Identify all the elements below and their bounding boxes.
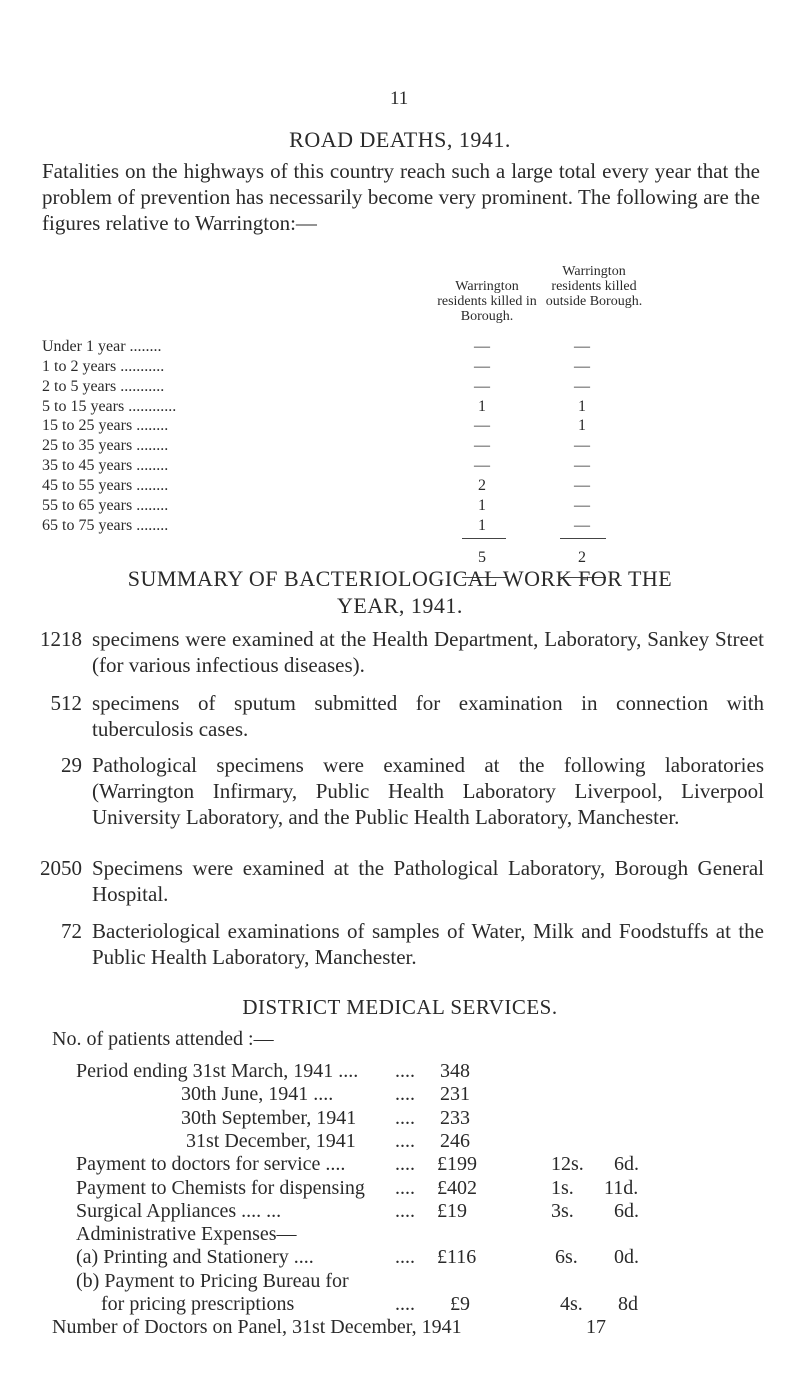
period-dots: .... xyxy=(395,1083,415,1105)
total-outside-borough: 2 xyxy=(578,549,586,566)
period-label: 30th September, 1941 xyxy=(181,1107,357,1129)
payment-pence: 6d. xyxy=(614,1200,639,1222)
period-value: 231 xyxy=(440,1083,470,1105)
printing-pounds: £116 xyxy=(437,1246,477,1268)
table-cell-in: — xyxy=(474,358,490,375)
doctors-value: 17 xyxy=(586,1316,606,1338)
period-dots: .... xyxy=(395,1107,415,1129)
bacteriology-heading-text: SUMMARY OF BACTERIOLOGICAL WORK FOR THE YEAR, 1941. xyxy=(127,566,673,618)
payment-label: Surgical Appliances .... ... xyxy=(76,1200,282,1222)
payment-dots: .... xyxy=(395,1200,415,1222)
intro-paragraph: Fatalities on the highways of this country reach such a large total every year that the problem of prevention has necessarily become very prominent. The following are the figures relative to Warrington:— xyxy=(42,159,760,235)
entry-text: Specimens were examined at the Pathological Laboratory, Borough General Hospital. xyxy=(92,856,764,906)
table-cell-out: — xyxy=(574,338,590,355)
table-row-label: 5 to 15 years ............ xyxy=(42,398,177,415)
period-value: 348 xyxy=(440,1060,470,1082)
total-rule-top xyxy=(462,538,506,539)
period-label: 30th June, 1941 .... xyxy=(181,1083,334,1105)
printing-pence: 0d. xyxy=(614,1246,639,1268)
entry-text: specimens were examined at the Health Department, Laboratory, Sankey Street (for various infectious diseases). xyxy=(92,627,764,677)
table-row-label: 65 to 75 years ........ xyxy=(42,517,169,534)
payment-shillings: 3s. xyxy=(551,1200,574,1222)
table-cell-out: 1 xyxy=(578,417,586,434)
table-cell-out: — xyxy=(574,477,590,494)
pricing-pence: 8d xyxy=(618,1293,638,1315)
road-deaths-heading: ROAD DEATHS, 1941. xyxy=(289,127,511,152)
admin-expenses-label: Administrative Expenses— xyxy=(76,1223,297,1245)
table-cell-out: 1 xyxy=(578,398,586,415)
payment-pounds: £402 xyxy=(437,1177,477,1199)
payment-dots: .... xyxy=(395,1177,415,1199)
road-deaths-intro xyxy=(42,158,760,236)
table-row-label: 2 to 5 years ........... xyxy=(42,378,165,395)
total-rule-top xyxy=(560,538,606,539)
entry-number: 512 xyxy=(50,691,82,715)
col-header-in-borough: Warrington residents killed in Borough. xyxy=(437,279,537,324)
printing-shillings: 6s. xyxy=(555,1246,578,1268)
list-item xyxy=(0,918,800,974)
period-label: 31st December, 1941 xyxy=(186,1130,356,1152)
entry-number: 29 xyxy=(61,753,82,777)
entry-text: specimens of sputum submitted for examination in connection with tuberculosis cases. xyxy=(92,691,764,741)
payment-pence: 6d. xyxy=(614,1153,639,1175)
doctors-label: Number of Doctors on Panel, 31st December, 1941 xyxy=(52,1316,462,1338)
table-cell-in: 2 xyxy=(478,477,486,494)
table-row-label: 35 to 45 years ........ xyxy=(42,457,169,474)
entry-text: Bacteriological examinations of samples of Water, Milk and Foodstuffs at the Public Health Laboratory, Manchester. xyxy=(92,919,764,969)
table-cell-in: — xyxy=(474,457,490,474)
table-row-label: 15 to 25 years ........ xyxy=(42,417,169,434)
page-number: 11 xyxy=(390,88,409,109)
payment-pence: 11d. xyxy=(604,1177,639,1199)
pricing-label: for pricing prescriptions xyxy=(101,1293,295,1315)
list-item xyxy=(0,855,800,911)
entry-number: 72 xyxy=(61,919,82,943)
table-row-label: 45 to 55 years ........ xyxy=(42,477,169,494)
table-cell-in: — xyxy=(474,378,490,395)
table-row-label: 1 to 2 years ........... xyxy=(42,358,165,375)
table-row-label: Under 1 year ........ xyxy=(42,338,162,355)
entry-number: 1218 xyxy=(40,627,82,651)
table-cell-in: — xyxy=(474,338,490,355)
table-cell-out: — xyxy=(574,517,590,534)
period-dots: .... xyxy=(395,1060,415,1082)
entry-text: Pathological specimens were examined at the following laboratories (Warrington Infirmary, Public Health Laboratory Liverpool, Liverpool University Laboratory, and the Public Health Laboratory, Manchester. xyxy=(92,753,764,829)
bacteriology-heading xyxy=(0,565,800,619)
table-row-label: 55 to 65 years ........ xyxy=(42,497,169,514)
payment-label: Payment to Chemists for dispensing xyxy=(76,1177,365,1199)
entry-number: 2050 xyxy=(40,856,82,880)
table-cell-out: — xyxy=(574,497,590,514)
total-in-borough: 5 xyxy=(478,549,486,566)
table-cell-out: — xyxy=(574,358,590,375)
payment-dots: .... xyxy=(395,1153,415,1175)
pricing-dots: .... xyxy=(395,1293,415,1315)
table-cell-in: 1 xyxy=(478,398,486,415)
printing-label: (a) Printing and Stationery .... xyxy=(76,1246,314,1268)
list-item xyxy=(0,690,800,746)
period-value: 246 xyxy=(440,1130,470,1152)
list-item xyxy=(0,752,800,862)
payment-label: Payment to doctors for service .... xyxy=(76,1153,346,1175)
period-dots: .... xyxy=(395,1130,415,1152)
payment-pounds: £19 xyxy=(437,1200,467,1222)
pricing-shillings: 4s. xyxy=(560,1293,583,1315)
table-cell-in: — xyxy=(474,417,490,434)
col-header-outside-borough: Warrington residents killed outside Borough. xyxy=(545,264,643,309)
period-label: Period ending 31st March, 1941 .... xyxy=(76,1060,359,1082)
payment-pounds: £199 xyxy=(437,1153,477,1175)
table-cell-in: 1 xyxy=(478,497,486,514)
payment-shillings: 1s. xyxy=(551,1177,574,1199)
table-cell-in: — xyxy=(474,437,490,454)
district-heading: DISTRICT MEDICAL SERVICES. xyxy=(242,995,558,1019)
patients-label: No. of patients attended :— xyxy=(52,1028,274,1050)
table-cell-out: — xyxy=(574,378,590,395)
period-value: 233 xyxy=(440,1107,470,1129)
table-row-label: 25 to 35 years ........ xyxy=(42,437,169,454)
pricing-bureau-label: (b) Payment to Pricing Bureau for xyxy=(76,1270,349,1292)
table-cell-in: 1 xyxy=(478,517,486,534)
list-item xyxy=(0,626,800,682)
pricing-pounds: £9 xyxy=(450,1293,470,1315)
table-cell-out: — xyxy=(574,437,590,454)
payment-shillings: 12s. xyxy=(551,1153,584,1175)
table-cell-out: — xyxy=(574,457,590,474)
printing-dots: .... xyxy=(395,1246,415,1268)
